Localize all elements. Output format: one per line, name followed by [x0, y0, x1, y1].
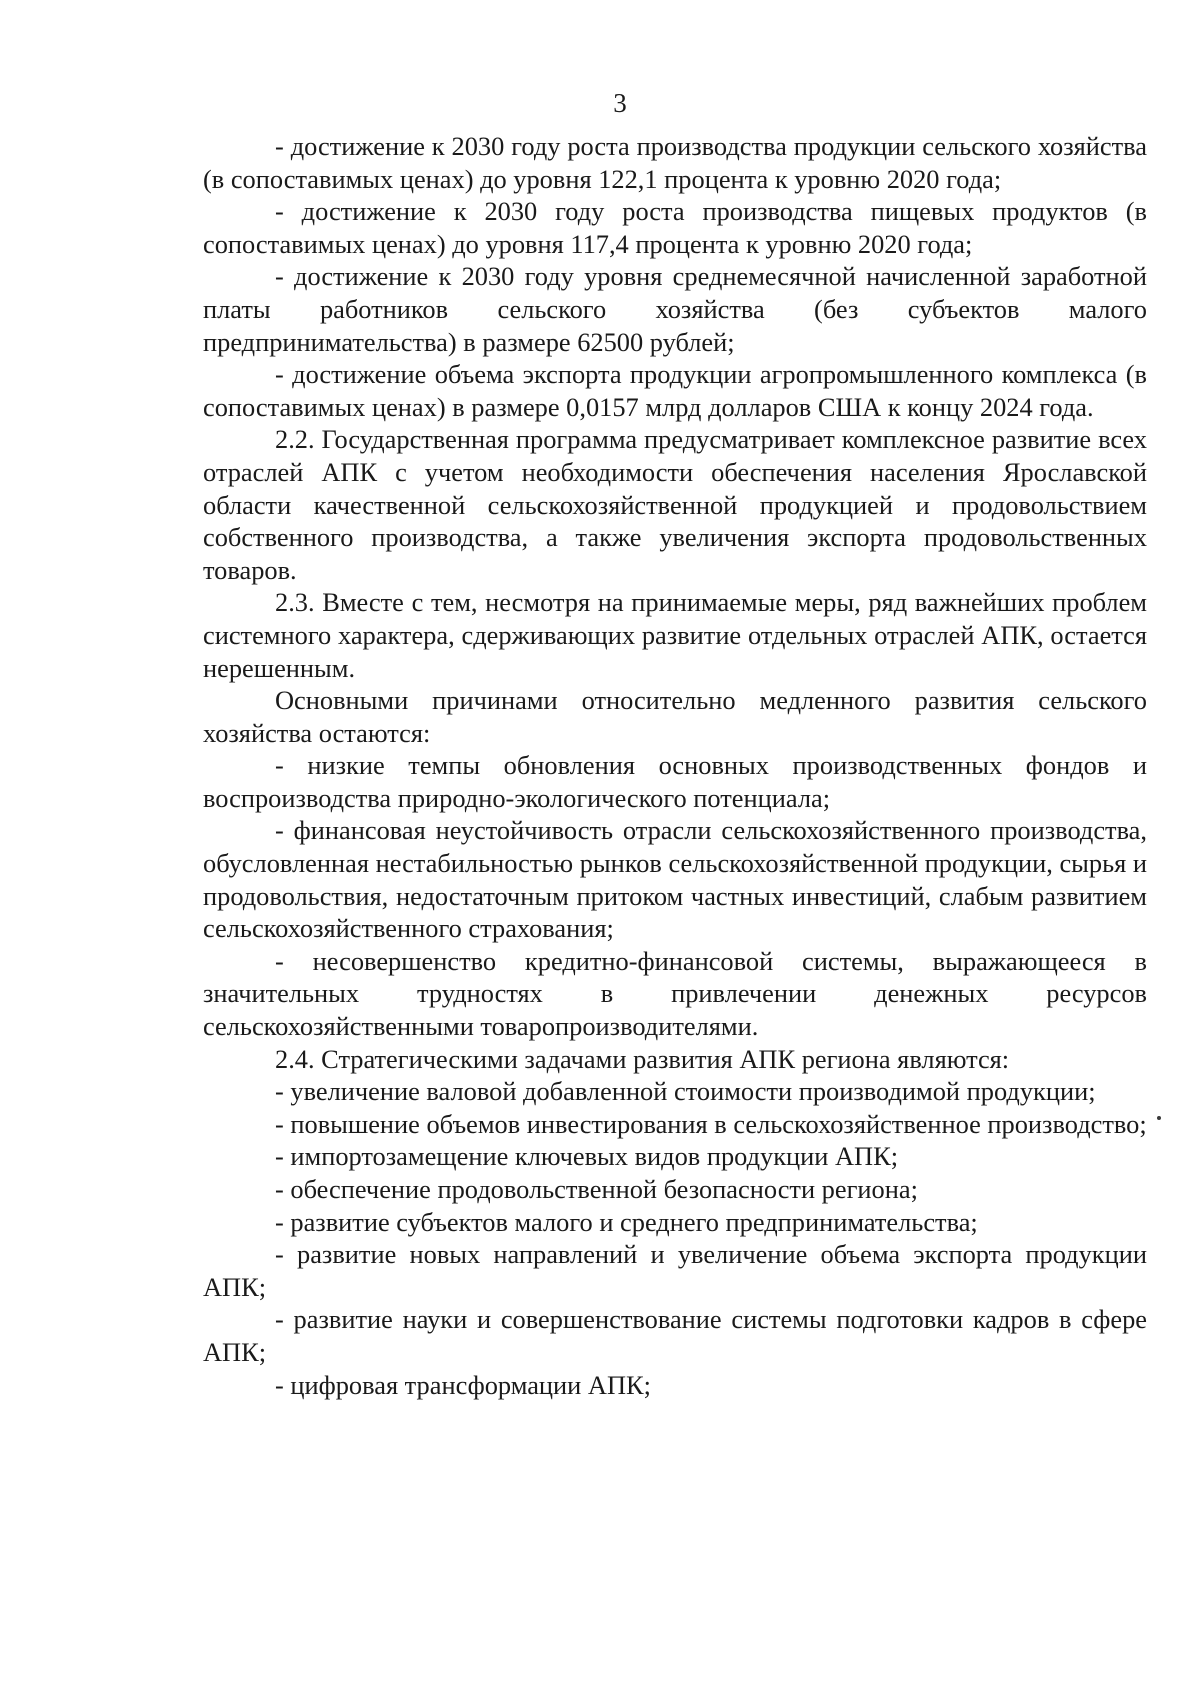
paragraph-task-digital: - цифровая трансформации АПК; [275, 1369, 651, 1400]
paragraph-reason-financial-instability: - финансовая неустойчивость отрасли сельскохозяйственного производства, обусловленная нестабильностью рынков сельскохозяйственной продукции, сырья и продовольствия, недостаточным притоком частных инвестиций, слабым развитием сельскохозяйственного страхования; [203, 815, 1147, 944]
paragraph-goal-agri-production: - достижение к 2030 году роста производства продукции сельского хозяйства (в сопоставимых ценах) до уровня 122,1 процента к уровню 2020 года; [203, 131, 1147, 194]
paragraph-task-investment: - повышение объемов инвестирования в сельскохозяйственное производство; [275, 1108, 1147, 1139]
paragraph-task-import-substitution: - импортозамещение ключевых видов продукции АПК; [275, 1141, 899, 1172]
document-body [203, 130, 1147, 1401]
paragraph-section-2-2: 2.2. Государственная программа предусматривает комплексное развитие всех отраслей АПК с учетом необходимости обеспечения населения Ярославской области качественной сельскохозяйственной продукцией и продовольствием собственного производства, а также увеличения экспорта продовольственных товаров. [203, 424, 1147, 585]
paragraph-reason-low-renewal: - низкие темпы обновления основных производственных фондов и воспроизводства природно-экологического потенциала; [203, 750, 1147, 813]
paragraph-task-small-business: - развитие субъектов малого и среднего предпринимательства; [275, 1206, 978, 1237]
paragraph-reason-credit-system: - несовершенство кредитно-финансовой системы, выражающееся в значительных трудностях в привлечении денежных ресурсов сельскохозяйственными товаропроизводителями. [203, 945, 1147, 1042]
page-number: 3 [613, 88, 627, 118]
paragraph-goal-export: - достижение объема экспорта продукции агропромышленного комплекса (в сопоставимых ценах) в размере 0,0157 млрд долларов США к концу 2024 года. [203, 359, 1147, 422]
scan-artifact-dot [1157, 1116, 1161, 1120]
paragraph-task-value-added: - увеличение валовой добавленной стоимости производимой продукции; [275, 1076, 1096, 1107]
paragraph-task-science: - развитие науки и совершенствование системы подготовки кадров в сфере АПК; [203, 1304, 1147, 1367]
paragraph-section-2-4: 2.4. Стратегическими задачами развития АПК региона являются: [275, 1043, 1010, 1074]
paragraph-task-food-security: - обеспечение продовольственной безопасности региона; [275, 1174, 918, 1204]
paragraph-task-export: - развитие новых направлений и увеличение объема экспорта продукции АПК; [203, 1239, 1147, 1302]
paragraph-goal-wages: - достижение к 2030 году уровня среднемесячной начисленной заработной платы работников сельского хозяйства (без субъектов малого предпринимательства) в размере 62500 рублей; [203, 261, 1147, 357]
paragraph-main-reasons: Основными причинами относительно медленного развития сельского хозяйства остаются: [203, 685, 1147, 748]
paragraph-section-2-3: 2.3. Вместе с тем, несмотря на принимаемые меры, ряд важнейших проблем системного характера, сдерживающих развитие отдельных отраслей АПК, остается нерешенным. [203, 587, 1147, 683]
paragraph-goal-food-production: - достижение к 2030 году роста производства пищевых продуктов (в сопоставимых ценах) до уровня 117,4 процента к уровню 2020 года; [203, 196, 1147, 259]
